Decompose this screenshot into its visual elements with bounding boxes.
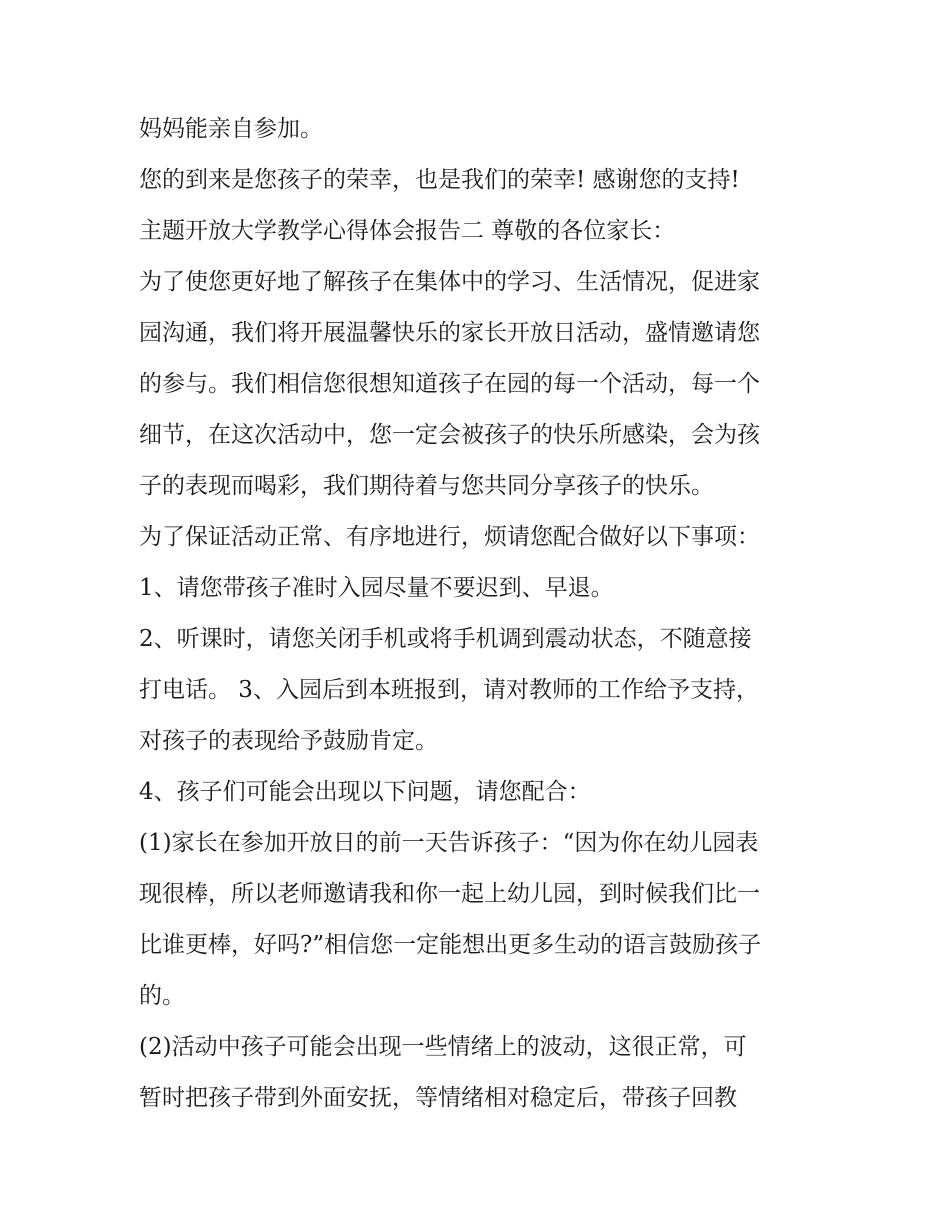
text-line: 暂时把孩子带到外面安抚，等情绪相对稳定后，带孩子回教 bbox=[139, 1085, 737, 1111]
text-line: 妈妈能亲自参加。 bbox=[139, 116, 323, 142]
document-body bbox=[139, 104, 829, 1124]
text-line: 2、听课时，请您关闭手机或将手机调到震动状态，不随意接 bbox=[139, 626, 752, 652]
text-line: 您的到来是您孩子的荣幸，也是我们的荣幸! 感谢您的支持! bbox=[139, 167, 740, 193]
text-line: 为了保证活动正常、有序地进行，烦请您配合做好以下事项： bbox=[139, 524, 760, 550]
text-line: 打电话。 3、入园后到本班报到，请对教师的工作给予支持， bbox=[139, 677, 759, 703]
text-line: 主题开放大学教学心得体会报告二 尊敬的各位家长： bbox=[139, 218, 676, 244]
text-line: 的参与。我们相信您很想知道孩子在园的每一个活动，每一个 bbox=[139, 371, 760, 397]
text-line: 对孩子的表现给予鼓励肯定。 bbox=[139, 728, 438, 754]
text-line: 现很棒，所以老师邀请我和你一起上幼儿园，到时候我们比一 bbox=[139, 881, 760, 907]
text-line: 比谁更棒，好吗?”相信您一定能想出更多生动的语言鼓励孩子 bbox=[139, 932, 762, 958]
text-line: 细节，在这次活动中，您一定会被孩子的快乐所感染，会为孩 bbox=[139, 422, 760, 448]
text-line: 的。 bbox=[139, 983, 185, 1009]
text-line: 园沟通，我们将开展温馨快乐的家长开放日活动，盛情邀请您 bbox=[139, 320, 760, 346]
text-line: 为了使您更好地了解孩子在集体中的学习、生活情况，促进家 bbox=[139, 269, 760, 295]
text-line: 4、孩子们可能会出现以下问题，请您配合： bbox=[139, 779, 591, 805]
text-line: (2)活动中孩子可能会出现一些情绪上的波动，这很正常，可 bbox=[139, 1034, 747, 1060]
text-line: (1)家长在参加开放日的前一天告诉孩子：“因为你在幼儿园表 bbox=[139, 830, 759, 856]
text-line: 子的表现而喝彩，我们期待着与您共同分享孩子的快乐。 bbox=[139, 473, 714, 499]
text-line: 1、请您带孩子准时入园尽量不要迟到、早退。 bbox=[139, 575, 614, 601]
